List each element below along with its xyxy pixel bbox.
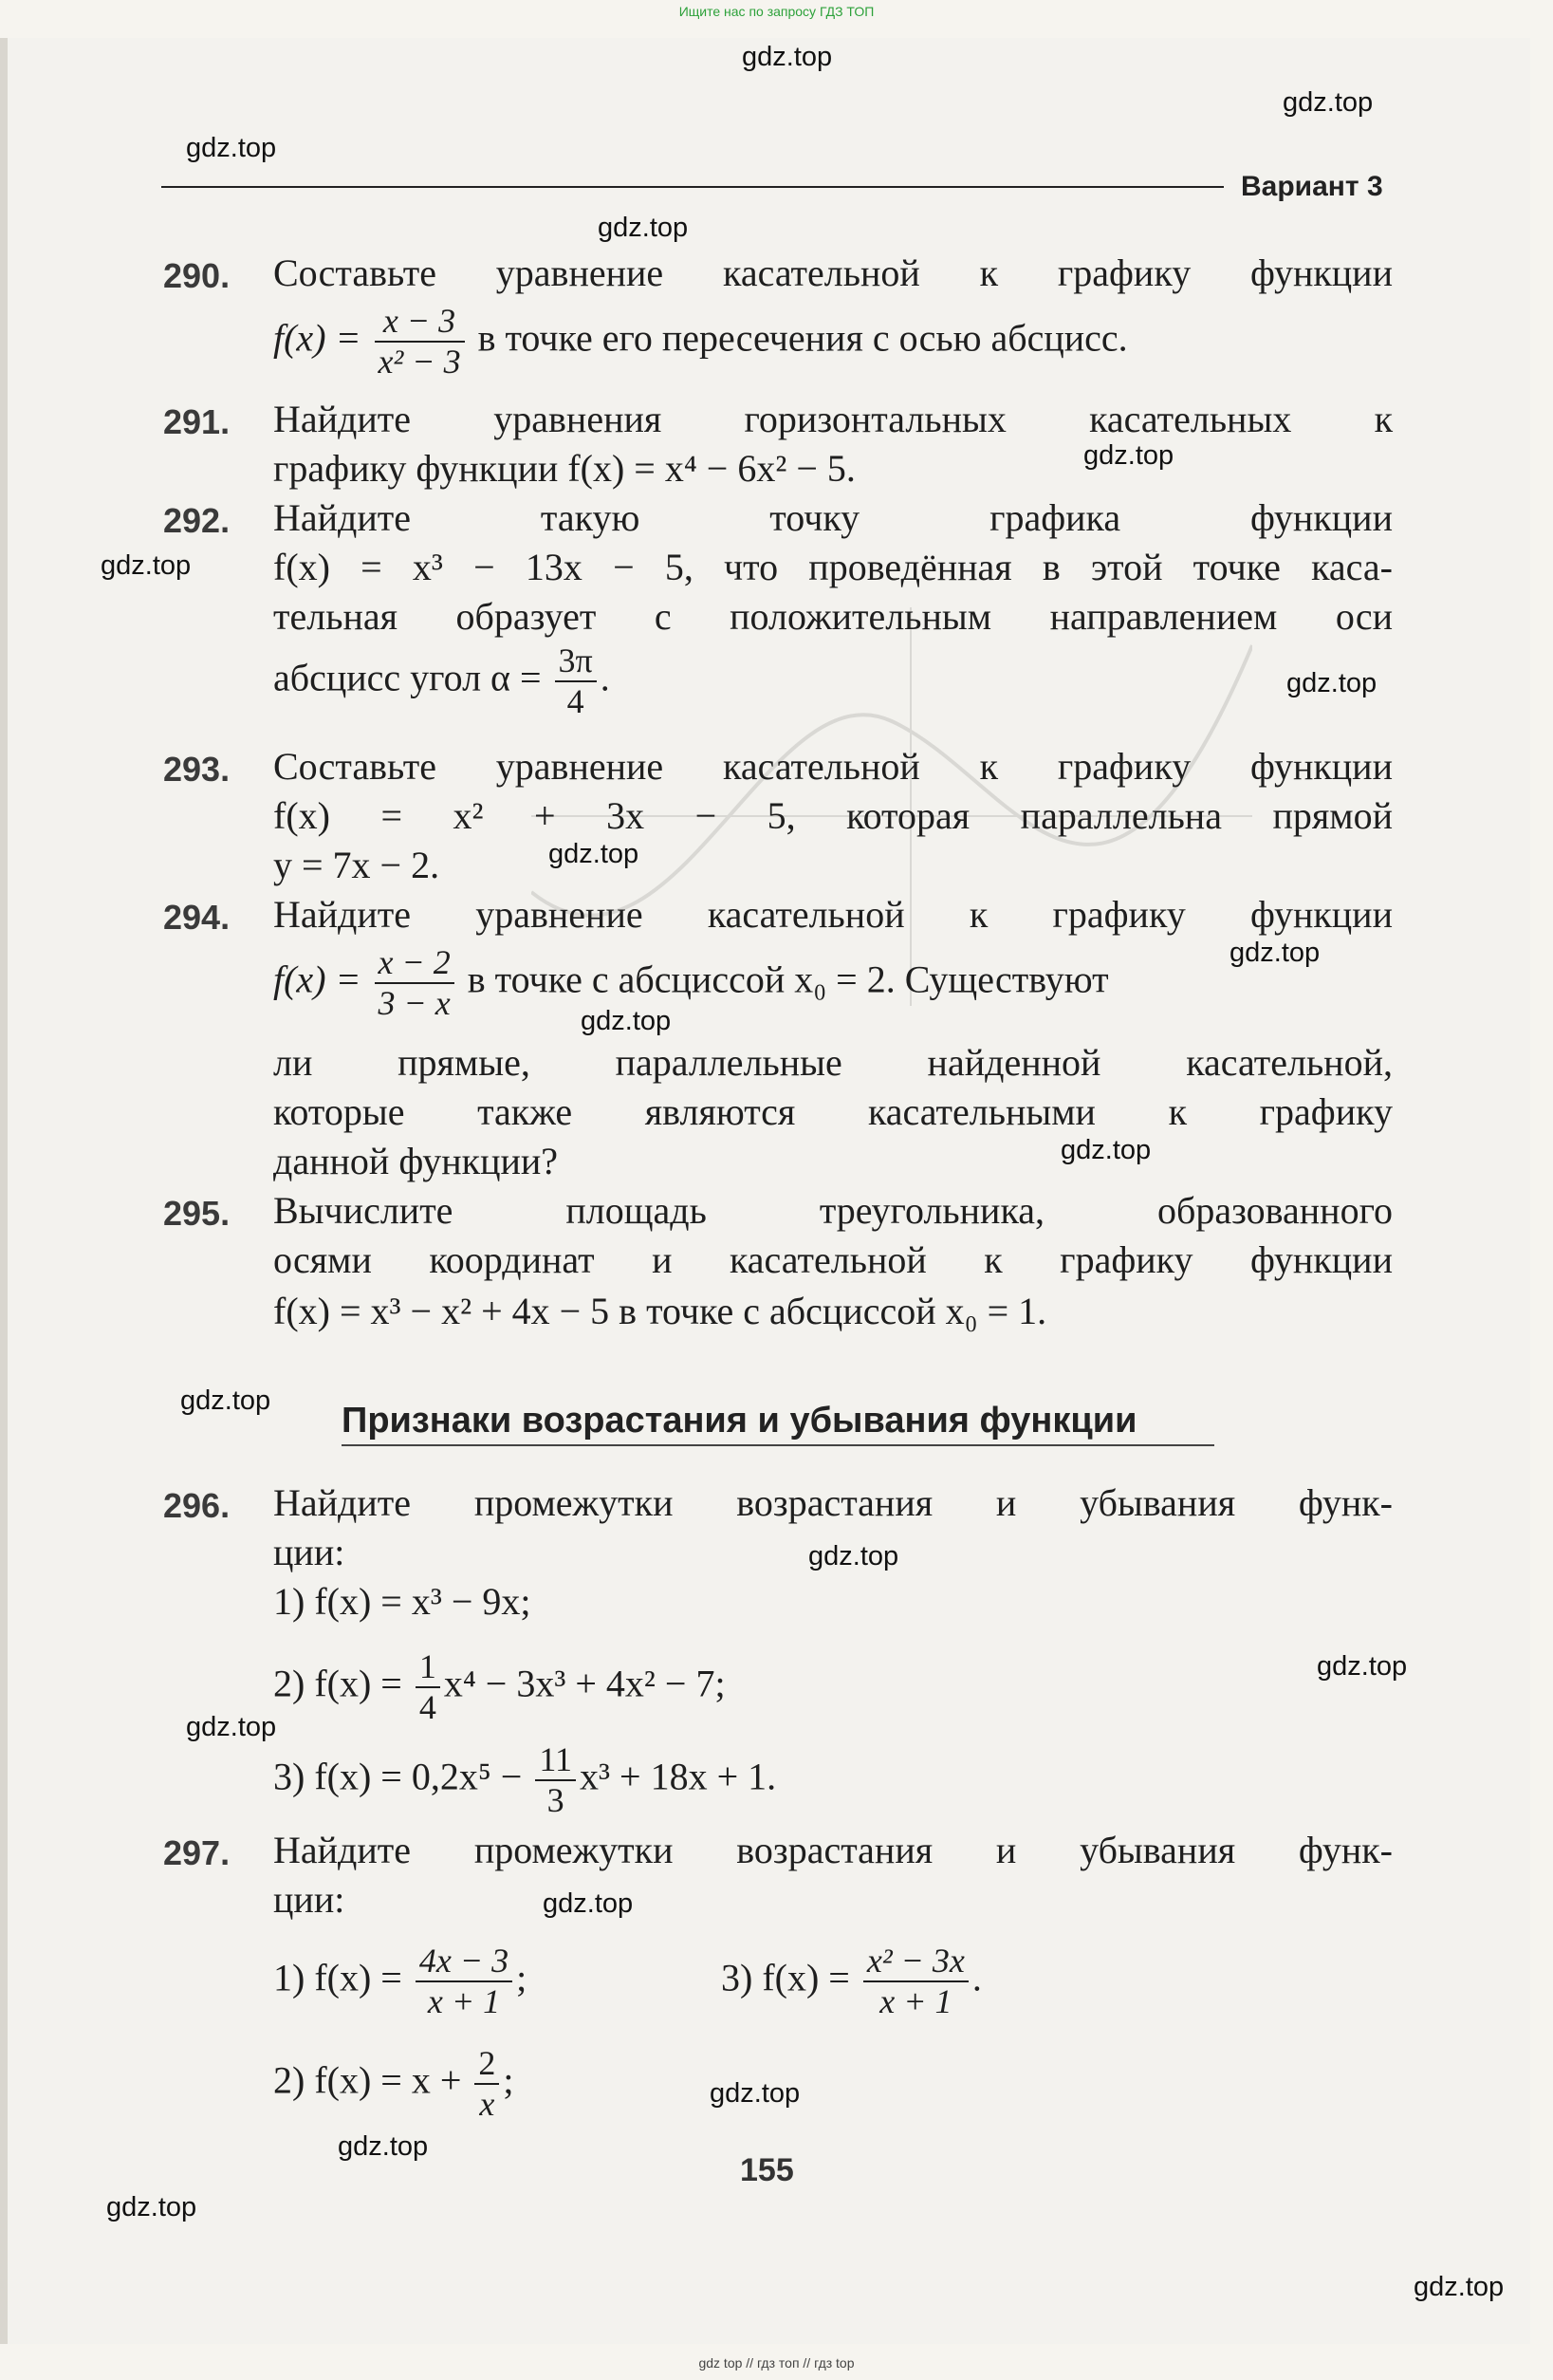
- problem-text: Вычислите площадь треугольника, образованного: [273, 1189, 1393, 1232]
- denominator: x + 1: [427, 1982, 501, 2021]
- watermark: gdz.top: [1286, 668, 1377, 698]
- problem-text: тельная образует с положительным направлением оси: [273, 595, 1393, 638]
- watermark: gdz.top: [338, 2131, 429, 2162]
- problem-item: [273, 1740, 776, 1821]
- section-title: Признаки возрастания и убывания функции: [342, 1401, 1137, 1441]
- watermark: gdz.top: [1317, 1651, 1408, 1682]
- problem-text: Найдите промежутки возрастания и убывания функ-: [273, 1829, 1393, 1871]
- item-suffix: ;: [516, 1956, 527, 1999]
- problem-item: [273, 1647, 726, 1728]
- page-number: 155: [740, 2152, 794, 2188]
- watermark: gdz.top: [598, 213, 689, 243]
- formula: f(x) =: [273, 316, 371, 360]
- watermark: gdz.top: [808, 1541, 899, 1571]
- problem-text: в точке его пересечения с осью абсцисс.: [468, 316, 1128, 360]
- problem-text: Найдите промежутки возрастания и убывания функ-: [273, 1481, 1393, 1524]
- watermark: gdz.top: [1283, 87, 1374, 118]
- numerator: 2: [474, 2044, 499, 2085]
- section-underline: [342, 1444, 1214, 1446]
- problem-text: абсцисс угол α =: [273, 656, 551, 699]
- watermark: gdz.top: [186, 133, 277, 163]
- watermark: gdz.top: [101, 550, 192, 581]
- top-banner: Ищите нас по запросу ГДЗ ТОП: [678, 4, 875, 19]
- fraction: [863, 1942, 969, 2022]
- watermark: gdz.top: [1229, 938, 1321, 968]
- formula: f(x) =: [273, 958, 371, 1001]
- watermark: gdz.top: [180, 1385, 271, 1416]
- problem-text: которые также являются касательными к графику: [273, 1090, 1393, 1133]
- denominator: 4: [566, 682, 584, 721]
- fraction: [375, 943, 454, 1024]
- problem-text: Найдите такую точку графика функции: [273, 496, 1393, 539]
- denominator: x + 1: [879, 1982, 952, 2021]
- variant-label: Вариант 3: [1241, 171, 1383, 202]
- numerator: 1: [416, 1647, 440, 1688]
- watermark: gdz.top: [1414, 2272, 1505, 2302]
- item-suffix: x⁴ − 3x³ + 4x² − 7;: [443, 1662, 726, 1705]
- fraction: [416, 1647, 440, 1728]
- denominator: x: [479, 2085, 495, 2124]
- watermark: gdz.top: [710, 2078, 801, 2109]
- problem-text: Составьте уравнение касательной к графику функции: [273, 251, 1393, 294]
- problem-number: 297.: [163, 1833, 231, 1872]
- watermark: gdz.top: [186, 1712, 277, 1742]
- denominator: 3 − x: [378, 984, 451, 1023]
- numerator: x − 2: [375, 943, 454, 984]
- item-suffix: x³ + 18x + 1.: [580, 1755, 777, 1798]
- fraction: [416, 1942, 512, 2022]
- problem-text: ции:: [273, 1878, 345, 1921]
- problem-text: Составьте уравнение касательной к графику функции: [273, 745, 1393, 788]
- item-prefix: 2) f(x) =: [273, 1662, 412, 1705]
- item-suffix: .: [971, 1956, 982, 1999]
- item-prefix: 1) f(x) =: [273, 1956, 412, 1999]
- item-prefix: 2) f(x) = x +: [273, 2058, 471, 2102]
- item-prefix: 3) f(x) = 0,2x⁵ −: [273, 1755, 532, 1798]
- watermark: gdz.top: [1061, 1135, 1152, 1165]
- denominator: 4: [418, 1688, 436, 1727]
- item-suffix: ;: [503, 2058, 514, 2102]
- numerator: 11: [535, 1740, 576, 1781]
- problem-text: y = 7x − 2.: [273, 844, 440, 886]
- problem-text: .: [600, 656, 610, 699]
- numerator: 3π: [555, 641, 597, 682]
- problem-formula-line: [273, 943, 1109, 1024]
- problem-text: f(x) = x³ − x² + 4x − 5 в точке с абсциссой x₀ = 1.: [273, 1290, 1047, 1332]
- header-rule: [161, 186, 1224, 188]
- problem-number: 291.: [163, 402, 231, 441]
- page-edge: [0, 38, 8, 2344]
- problem-number: 293.: [163, 750, 231, 789]
- problem-text: ли прямые, параллельные найденной касательной,: [273, 1041, 1393, 1084]
- watermark: gdz.top: [742, 42, 833, 72]
- denominator: x² − 3: [378, 343, 461, 381]
- problem-number: 290.: [163, 256, 231, 295]
- watermark: gdz.top: [1083, 440, 1174, 471]
- watermark: gdz.top: [106, 2192, 197, 2222]
- numerator: 4x − 3: [416, 1942, 512, 1982]
- problem-formula-line: [273, 302, 1128, 382]
- problem-text: f(x) = x³ − 13x − 5, что проведённая в этой точке каса-: [273, 546, 1393, 588]
- problem-text: осями координат и касательной к графику функции: [273, 1238, 1393, 1281]
- problem-number: 295.: [163, 1194, 231, 1233]
- watermark: gdz.top: [581, 1006, 672, 1036]
- item-prefix: 3) f(x) =: [721, 1956, 860, 1999]
- problem-text: ции:: [273, 1531, 345, 1573]
- fraction: [375, 302, 465, 382]
- problem-text: Найдите уравнения горизонтальных касательных к: [273, 398, 1393, 440]
- problem-text: в точке с абсциссой x₀ = 2. Существуют: [457, 958, 1109, 1001]
- bottom-banner: gdz top // гдз топ // гдз top: [698, 2355, 855, 2371]
- problem-number: 292.: [163, 501, 231, 540]
- problem-number: 294.: [163, 898, 231, 937]
- numerator: x² − 3x: [863, 1942, 969, 1982]
- problem-number: 296.: [163, 1486, 231, 1525]
- problem-text: данной функции?: [273, 1140, 559, 1182]
- problem-item: 1) f(x) = x³ − 9x;: [273, 1580, 531, 1623]
- numerator: x − 3: [375, 302, 465, 343]
- problem-item: [273, 2044, 514, 2125]
- watermark: gdz.top: [543, 1888, 634, 1919]
- problem-item: [273, 1942, 527, 2022]
- problem-text: графику функции f(x) = x⁴ − 6x² − 5.: [273, 447, 856, 490]
- watermark: gdz.top: [548, 839, 639, 869]
- fraction: [555, 641, 597, 722]
- problem-item: [721, 1942, 982, 2022]
- problem-text: Найдите уравнение касательной к графику функции: [273, 893, 1393, 936]
- problem-text: f(x) = x² + 3x − 5, которая параллельна прямой: [273, 794, 1393, 837]
- fraction: [474, 2044, 499, 2125]
- denominator: 3: [546, 1781, 564, 1820]
- fraction: [535, 1740, 576, 1821]
- problem-formula-line: [273, 641, 610, 722]
